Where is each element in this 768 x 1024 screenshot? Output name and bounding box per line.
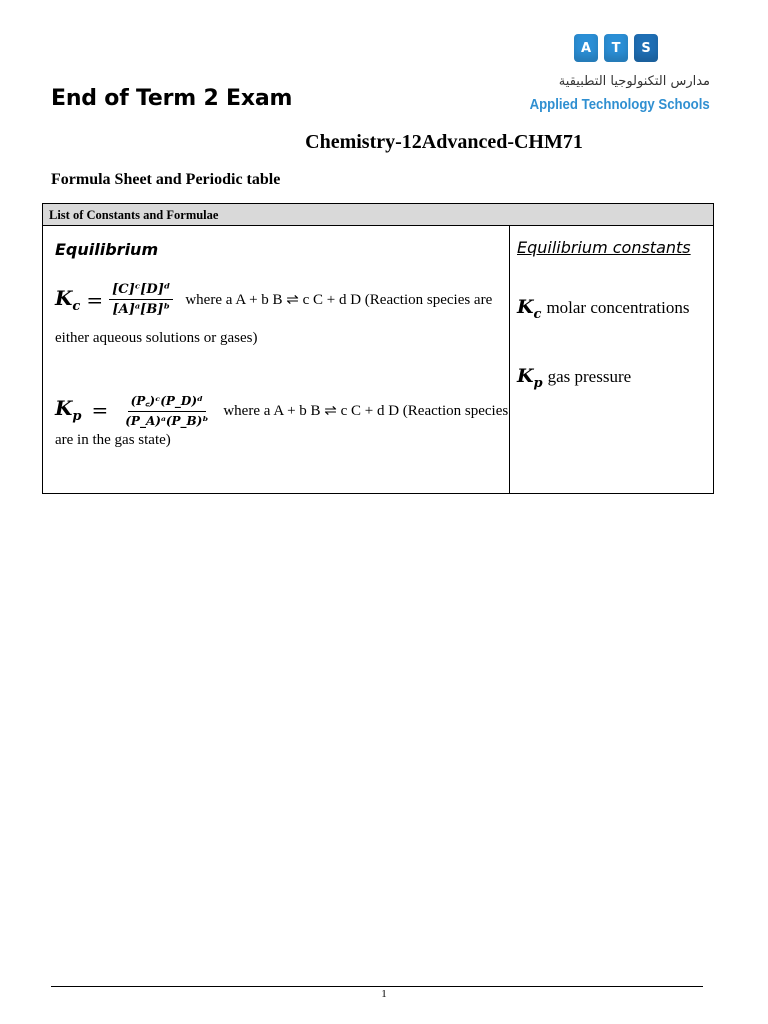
constants-heading: Equilibrium constants — [517, 238, 691, 257]
kc-description: where a A + b B ⇌ c C + d D (Reaction species are — [185, 292, 493, 308]
exam-title: End of Term 2 Exam — [51, 86, 293, 111]
equals-sign: = — [86, 287, 104, 312]
constant-kp-symbol: $K_p$ — [517, 365, 543, 391]
constants-column — [510, 226, 713, 493]
page-number: 1 — [381, 988, 387, 1000]
kp-denominator: (P_A)ᵃ(P_B)ᵇ — [125, 414, 209, 428]
logo-letter-s: S — [634, 34, 658, 62]
sheet-title: Formula Sheet and Periodic table — [51, 171, 281, 188]
footer-rule — [51, 986, 703, 987]
kp-symbol: $K_p$ — [55, 396, 82, 424]
constant-kc-text: molar concentrations — [546, 298, 690, 317]
school-logo — [529, 30, 710, 120]
constant-kc-symbol: $K_c$ — [517, 296, 542, 322]
constant-kc — [517, 296, 689, 322]
kp-description: where a A + b B ⇌ c C + d D (Reaction species — [223, 402, 509, 419]
kc-fraction — [109, 282, 173, 317]
kc-denominator: [A]ᵃ[B]ᵇ — [112, 302, 170, 317]
kp-formula — [55, 392, 508, 428]
constant-kp — [517, 365, 631, 391]
kp-numerator: (P꜀)ᶜ(P_D)ᵈ — [128, 392, 206, 412]
logo-arabic-name: مدارس التكنولوجيا التطبيقية — [558, 74, 710, 89]
table-header: List of Constants and Formulae — [43, 204, 713, 226]
kc-numerator: [C]ᶜ[D]ᵈ — [109, 282, 173, 300]
kc-symbol: $K_c$ — [55, 285, 81, 314]
equals-sign: = — [91, 398, 109, 422]
equilibrium-heading: Equilibrium — [55, 240, 159, 259]
course-title: Chemistry-12Advanced-CHM71 — [305, 131, 583, 153]
kc-formula — [55, 282, 492, 317]
logo-letter-a: A — [574, 34, 598, 62]
equilibrium-column — [43, 226, 509, 493]
logo-english-name: Applied Technology Schools — [529, 96, 710, 113]
formula-table — [42, 203, 714, 494]
logo-letter-boxes — [574, 34, 658, 62]
kp-description-continued: are in the gas state) — [55, 432, 171, 448]
kc-description-continued: either aqueous solutions or gases) — [55, 330, 258, 346]
constant-kp-text: gas pressure — [547, 367, 632, 386]
kp-fraction — [122, 392, 211, 428]
logo-letter-t: T — [604, 34, 628, 62]
